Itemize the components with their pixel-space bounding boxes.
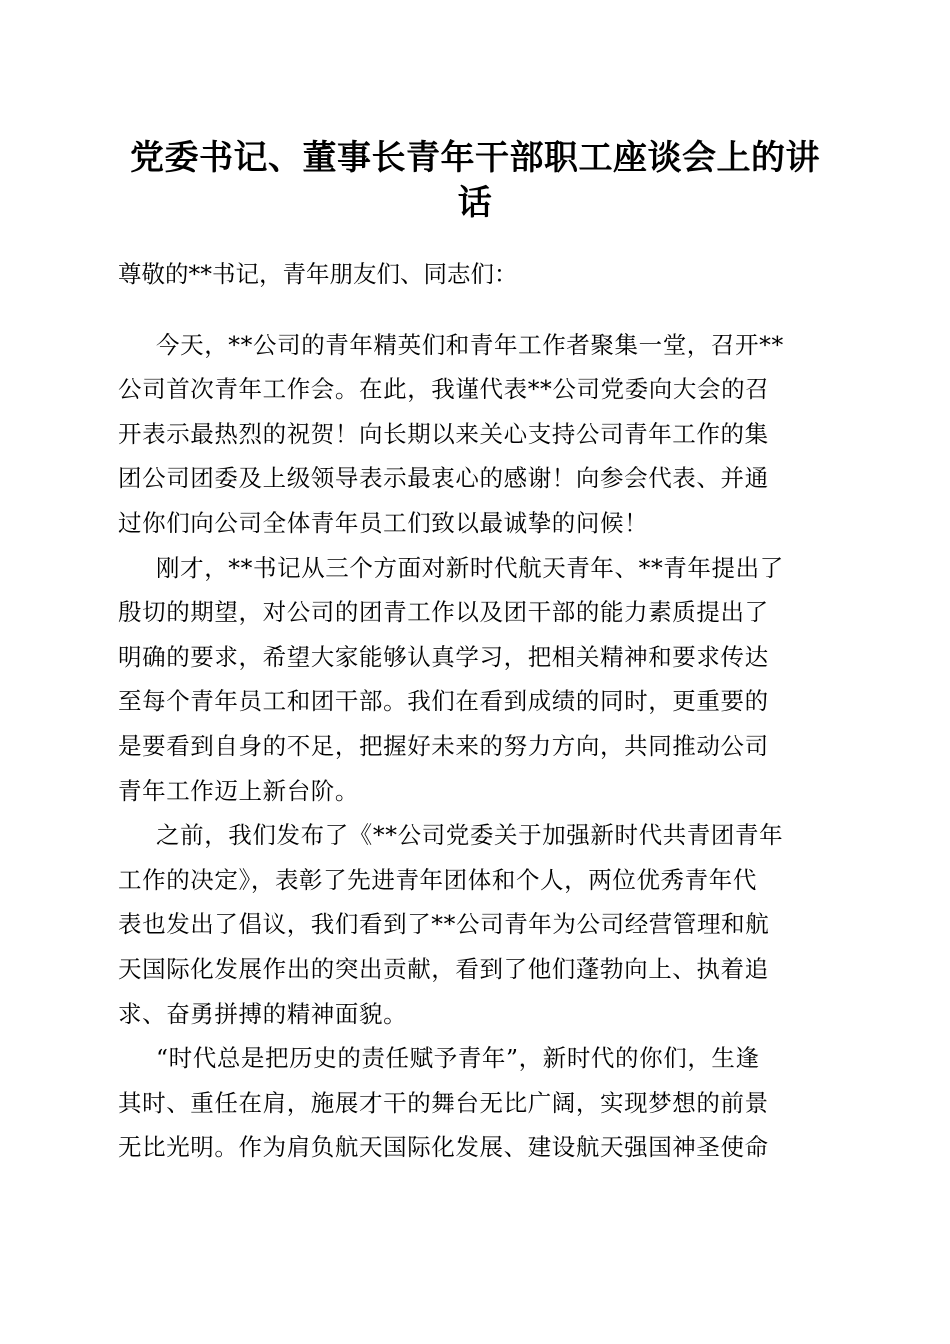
paragraph-line: 青年工作迈上新台阶。 [118,776,359,805]
paragraph-line: 之前，我们发布了《**公司党委关于加强新时代共青团青年 [156,821,784,850]
paragraph-line: 是要看到自身的不足，把握好未来的努力方向，共同推动公司 [118,731,769,760]
paragraph-line: 明确的要求，希望大家能够认真学习，把相关精神和要求传达 [118,642,769,671]
paragraph-line: 刚才，**书记从三个方面对新时代航天青年、**青年提出了 [156,553,784,582]
paragraph-line: 开表示最热烈的祝贺！向长期以来关心支持公司青年工作的集 [118,419,769,448]
paragraph-line: 殷切的期望，对公司的团青工作以及团干部的能力素质提出了 [118,598,769,627]
paragraph-line: 天国际化发展作出的突出贡献，看到了他们蓬勃向上、执着追 [118,954,769,983]
paragraph-line: 求、奋勇拼搏的精神面貌。 [118,999,408,1028]
paragraph [118,1036,838,1170]
document-title [100,136,850,226]
document-body [118,252,838,1170]
salutation: 尊敬的**书记，青年朋友们、同志们： [118,260,518,288]
paragraph-line: 工作的决定》，表彰了先进青年团体和个人，两位优秀青年代 [118,865,757,894]
paragraph-line: 其时、重任在肩，施展才干的舞台无比广阔，实现梦想的前景 [118,1088,769,1117]
paragraph [118,546,838,814]
paragraph-line: 无比光明。作为肩负航天国际化发展、建设航天强国神圣使命 [118,1133,769,1162]
title-line-1: 党委书记、董事长青年干部职工座谈会上的讲 [130,138,820,178]
paragraph-line: 过你们向公司全体青年员工们致以最诚挚的问候！ [118,508,649,537]
paragraph-line: “时代总是把历史的责任赋予青年”，新时代的你们，生逢 [156,1044,760,1073]
paragraph-line: 表也发出了倡议，我们看到了**公司青年为公司经营管理和航 [118,910,770,939]
title-line-2: 话 [457,183,493,223]
paragraph-line: 团公司团委及上级领导表示最衷心的感谢！向参会代表、并通 [118,464,769,493]
paragraph [118,323,838,546]
paragraph-line: 至每个青年员工和团干部。我们在看到成绩的同时，更重要的 [118,687,769,716]
paragraph-line: 今天，**公司的青年精英们和青年工作者聚集一堂，召开** [156,330,784,359]
paragraph [118,813,838,1036]
paragraph-line: 公司首次青年工作会。在此，我谨代表**公司党委向大会的召 [118,375,770,404]
